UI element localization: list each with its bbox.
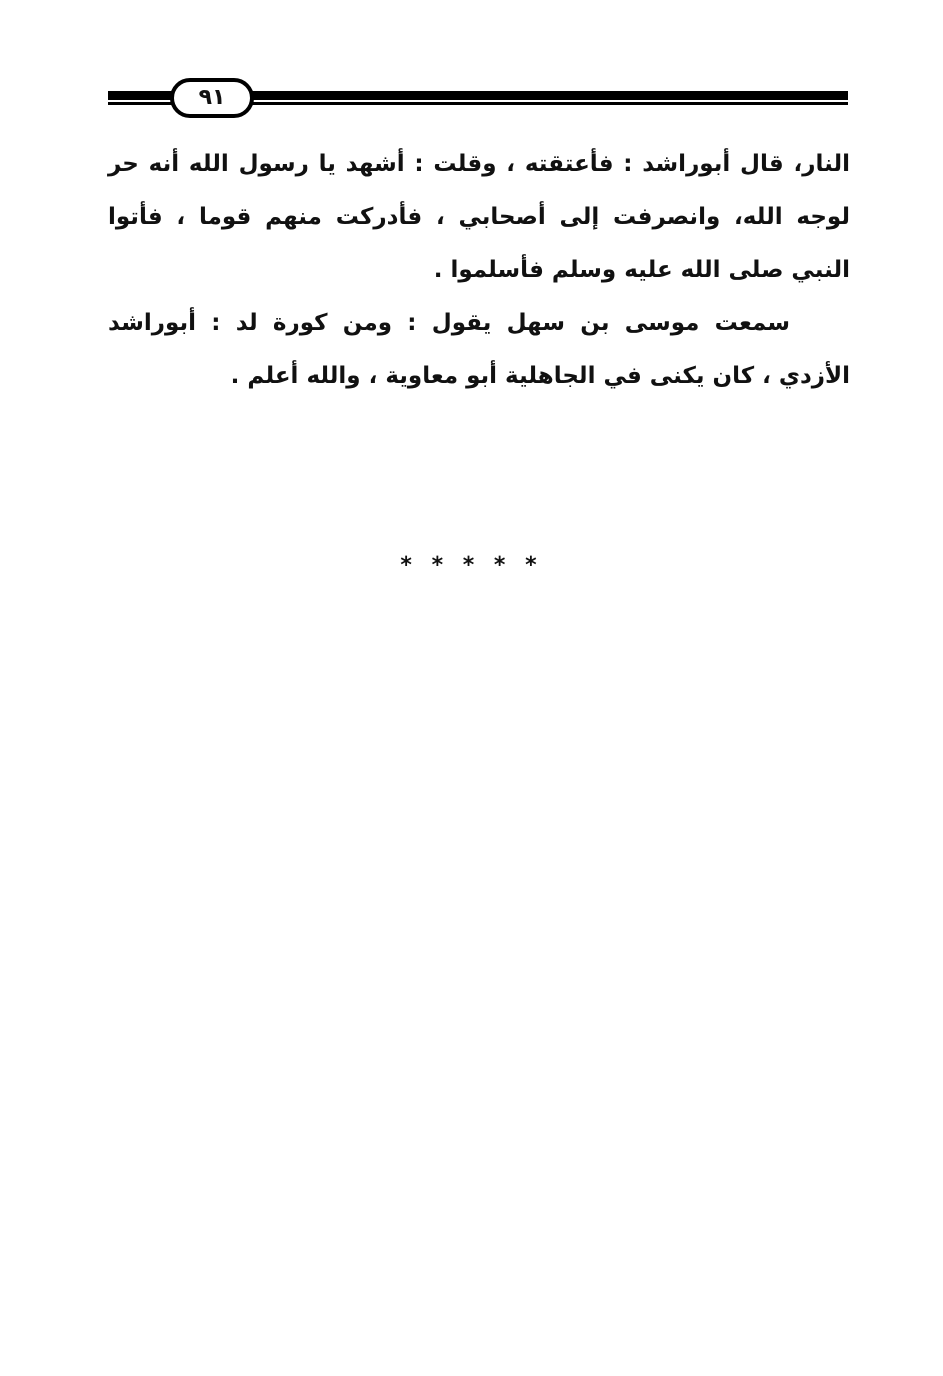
page-number-badge: [170, 78, 254, 118]
page-number: ٩١: [198, 85, 226, 110]
paragraph: سمعت موسى بن سهل يقول : ومن كورة لد : أبوراشد الأزدي ، كان يكنى في الجاهلية أبو معاوية ، والله أعلم .: [108, 310, 850, 389]
section-divider-stars: * * * * *: [400, 553, 543, 578]
paragraph: النار، قال أبوراشد : فأعتقته ، وقلت : أشهد يا رسول الله أنه حر لوجه الله، وانصرفت إلى أصحابي ، فأدركت منهم قوما ، فأتوا النبي صلى الله عليه وسلم فأسلموا .: [108, 151, 850, 283]
text-body: [108, 138, 850, 403]
